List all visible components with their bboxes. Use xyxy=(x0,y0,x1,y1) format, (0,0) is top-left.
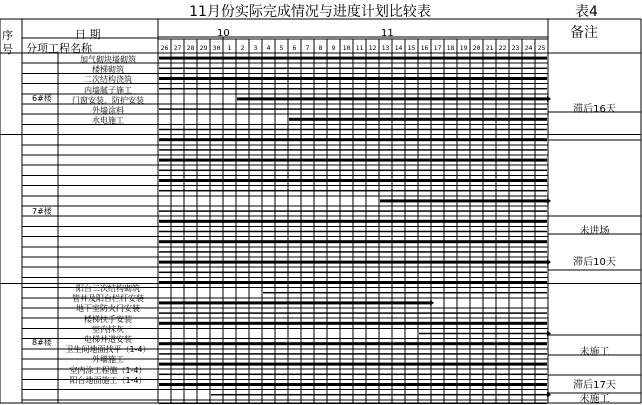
task-name-b8-4: 室内抹灰 xyxy=(92,324,124,334)
progress-bar xyxy=(159,301,430,304)
progress-arrow xyxy=(547,198,551,204)
day-label-22: 22 xyxy=(498,44,507,52)
progress-bar xyxy=(159,210,547,212)
progress-bar xyxy=(159,312,547,314)
progress-bar xyxy=(159,272,547,274)
day-label-13: 13 xyxy=(381,44,390,52)
day-label-3: 3 xyxy=(253,44,258,52)
progress-bar xyxy=(159,77,547,80)
day-label-17: 17 xyxy=(433,44,442,52)
day-label-12: 12 xyxy=(368,44,377,52)
building-7-label: 7#楼 xyxy=(32,207,52,216)
remark-6: 未施工 xyxy=(579,394,610,405)
building-6-label: 6#楼 xyxy=(32,94,52,103)
task-name-b8-3: 楼梯扶手安装 xyxy=(84,314,132,324)
day-label-7: 7 xyxy=(305,44,310,52)
progress-arrow xyxy=(547,331,551,337)
task-name-b8-2: 地下室防火门安装 xyxy=(76,304,140,314)
task-name-b6-2: 二次结构浇筑 xyxy=(84,75,132,85)
progress-bar xyxy=(159,374,547,376)
progress-bar xyxy=(237,97,547,100)
day-label-26: 26 xyxy=(160,44,169,52)
task-name-b6-0: 加气砌块墙砌筑 xyxy=(80,55,136,64)
day-label-11: 11 xyxy=(355,44,364,52)
seq-header-top: 序 xyxy=(2,29,13,42)
progress-bar xyxy=(380,199,547,202)
progress-bar xyxy=(263,292,547,294)
day-label-14: 14 xyxy=(394,44,403,52)
progress-bar xyxy=(159,342,547,345)
progress-bar xyxy=(419,333,547,335)
task-name-b6-1: 楼梯砌筑 xyxy=(92,65,124,75)
remark-3: 滞后10天 xyxy=(573,257,616,268)
remark-1: 滞后16天 xyxy=(573,104,616,115)
day-label-4: 4 xyxy=(266,44,271,52)
remark-5: 滞后17天 xyxy=(573,380,616,391)
seq-header-bottom: 号 xyxy=(2,43,13,56)
task-name-b6-3: 内墙腻子施工 xyxy=(84,85,132,95)
day-label-9: 9 xyxy=(331,44,336,52)
progress-arrow xyxy=(430,300,434,306)
task-name-b8-6: 卫生间地面找平（1-4） xyxy=(65,345,151,355)
progress-bar xyxy=(159,179,547,182)
progress-bar xyxy=(159,108,547,110)
day-label-30: 30 xyxy=(212,44,221,52)
task-name-b8-7: 外墙施工 xyxy=(92,355,124,365)
task-name-b8-9: 阳台地面施工（1-4） xyxy=(69,375,147,385)
day-label-8: 8 xyxy=(318,44,323,52)
building-8-label: 8#楼 xyxy=(32,338,52,347)
day-label-21: 21 xyxy=(485,44,494,52)
task-name-b8-0: 阳台二次结构砌筑 xyxy=(76,284,140,293)
task-name-b6-5: 外墙涂料 xyxy=(92,106,124,115)
task-name-b8-8: 室内涂工程施（1-4） xyxy=(69,365,147,375)
remark-4: 未施工 xyxy=(579,347,610,358)
day-label-23: 23 xyxy=(511,44,520,52)
date-header: 日 期 xyxy=(75,28,101,41)
item-name-header: 分项工程名称 xyxy=(26,42,92,55)
progress-bar xyxy=(159,251,547,253)
progress-bar xyxy=(159,149,547,151)
progress-bar xyxy=(159,170,547,172)
day-label-27: 27 xyxy=(173,44,182,52)
task-name-b6-6: 水电施工 xyxy=(92,116,124,126)
task-name-b6-4: 门窗安装、防护安装 xyxy=(72,95,144,105)
day-label-16: 16 xyxy=(420,44,429,52)
day-label-5: 5 xyxy=(279,44,284,52)
day-label-15: 15 xyxy=(407,44,416,52)
progress-bar xyxy=(159,138,547,141)
day-label-2: 2 xyxy=(240,44,245,52)
remark-2: 未进场 xyxy=(579,226,610,237)
page-title: 11月份实际完成情况与进度计划比较表 xyxy=(189,4,431,20)
day-label-29: 29 xyxy=(199,44,208,52)
remark-header: 备注 xyxy=(570,25,598,41)
progress-bar xyxy=(159,363,547,366)
month-oct: 10 xyxy=(217,28,230,39)
progress-bar xyxy=(159,88,547,90)
day-label-1: 1 xyxy=(227,44,232,52)
day-label-28: 28 xyxy=(186,44,195,52)
month-nov: 11 xyxy=(381,28,394,39)
day-label-19: 19 xyxy=(459,44,468,52)
progress-bar xyxy=(159,220,547,223)
task-name-b8-1: 管井及阳台栏杆安装 xyxy=(72,294,144,304)
progress-bar xyxy=(159,240,547,243)
day-label-18: 18 xyxy=(446,44,455,52)
progress-bar xyxy=(159,129,547,131)
progress-bar xyxy=(159,190,547,192)
progress-bar xyxy=(289,118,547,121)
day-label-10: 10 xyxy=(342,44,351,52)
day-label-20: 20 xyxy=(472,44,481,52)
day-label-25: 25 xyxy=(537,44,546,52)
day-label-24: 24 xyxy=(524,44,533,52)
day-label-6: 6 xyxy=(292,44,297,52)
table-number: 表4 xyxy=(575,4,598,20)
progress-bar xyxy=(159,68,547,70)
progress-bar xyxy=(159,159,547,162)
progress-bar xyxy=(159,281,547,284)
progress-bar xyxy=(211,394,547,396)
progress-bar xyxy=(159,353,547,355)
task-name-b8-5: 电梯井道安装 xyxy=(84,335,132,344)
progress-bar xyxy=(159,322,547,325)
progress-bar xyxy=(159,57,547,60)
progress-bar xyxy=(159,261,547,264)
progress-bar xyxy=(159,383,547,386)
progress-bar xyxy=(159,231,547,233)
